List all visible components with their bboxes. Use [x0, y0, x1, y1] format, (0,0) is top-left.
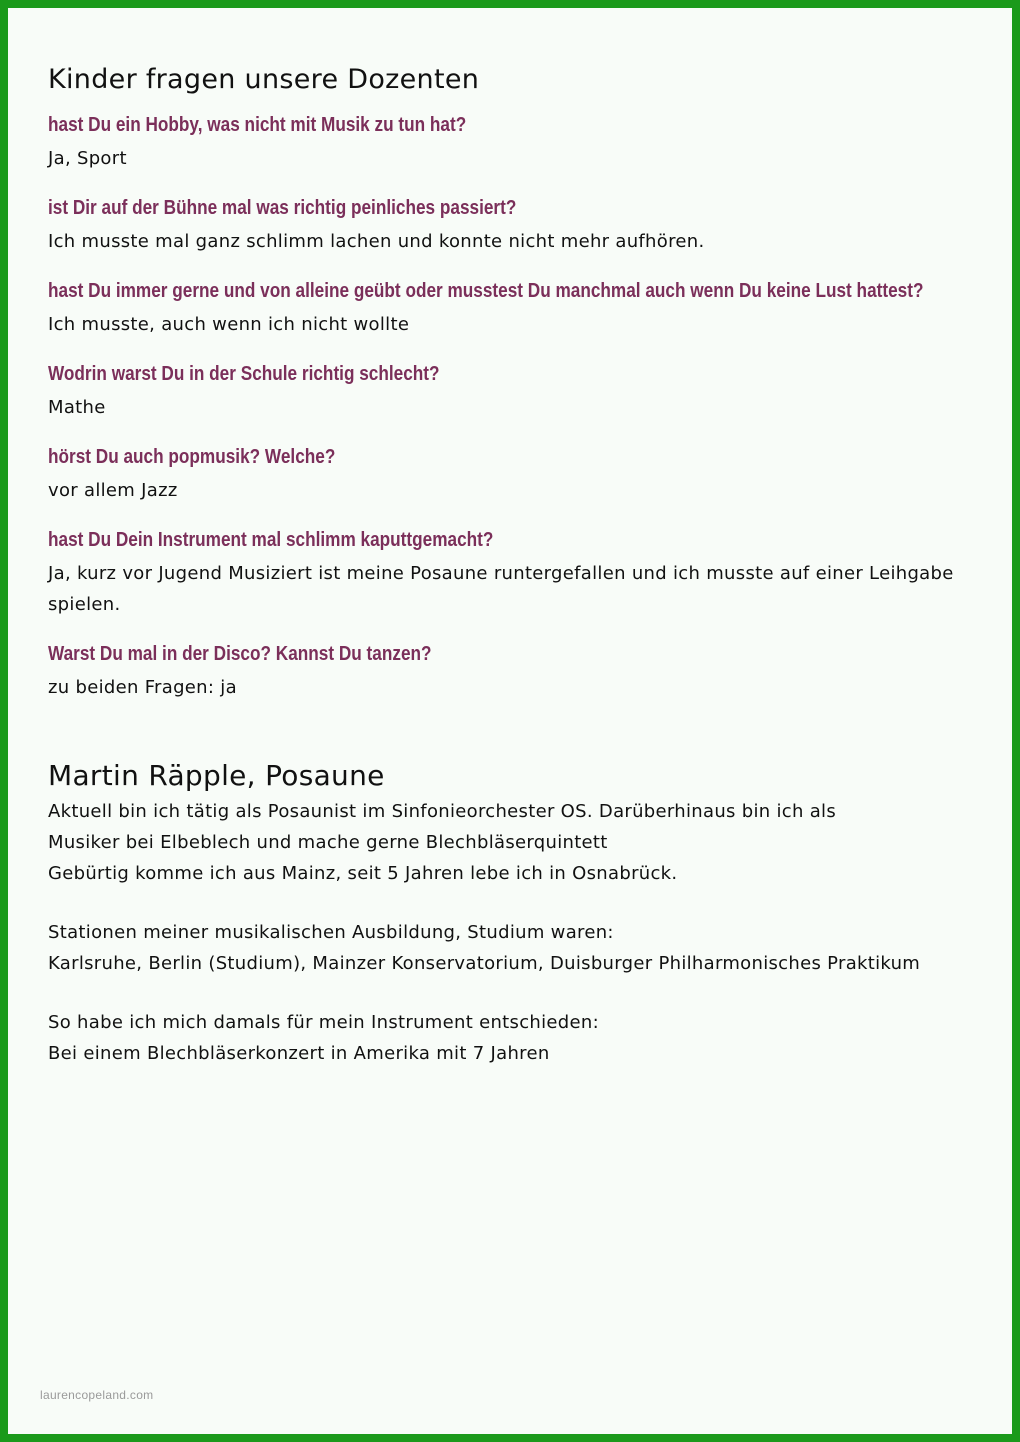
qa-item [48, 362, 978, 423]
paragraph-gap [48, 889, 978, 917]
qa-item [48, 445, 978, 506]
question-text: hast Du ein Hobby, was nicht mit Musik zu tun hat? [48, 114, 467, 136]
profile-line: Bei einem Blechbläserkonzert in Amerika mit 7 Jahren [48, 1043, 550, 1064]
question-text: ist Dir auf der Bühne mal was richtig peinliches passiert? [48, 197, 517, 219]
profile-line: Gebürtig komme ich aus Mainz, seit 5 Jahren lebe ich in Osnabrück. [48, 863, 678, 884]
page-title: Kinder fragen unsere Dozenten [48, 64, 480, 95]
answer-text: vor allem Jazz [48, 480, 178, 501]
answer-text: Ja, kurz vor Jugend Musiziert ist meine Posaune runtergefallen und ich musste auf einer Leihgabe spielen. [48, 563, 954, 615]
qa-item [48, 113, 978, 174]
profile-line: Karlsruhe, Berlin (Studium), Mainzer Konservatorium, Duisburger Philharmonisches Praktikum [48, 953, 921, 974]
profile-line: Aktuell bin ich tätig als Posaunist im Sinfonieorchester OS. Darüberhinaus bin ich als [48, 801, 837, 822]
question-text: hast Du immer gerne und von alleine geübt oder musstest Du manchmal auch wenn Du keine Lust hattest? [48, 280, 924, 302]
profile-heading: Martin Räpple, Posaune [48, 759, 385, 792]
document-content [48, 64, 978, 1069]
paragraph-gap [48, 979, 978, 1007]
qa-item [48, 279, 978, 340]
profile-line: Stationen meiner musikalischen Ausbildung, Studium waren: [48, 922, 614, 943]
profile-line: So habe ich mich damals für mein Instrument entschieden: [48, 1012, 599, 1033]
answer-text: Ich musste mal ganz schlimm lachen und konnte nicht mehr aufhören. [48, 231, 705, 252]
answer-text: zu beiden Fragen: ja [48, 677, 237, 698]
question-text: hörst Du auch popmusik? Welche? [48, 446, 336, 468]
question-text: hast Du Dein Instrument mal schlimm kaputtgemacht? [48, 529, 494, 551]
question-text: Wodrin warst Du in der Schule richtig schlecht? [48, 363, 440, 385]
question-text: Warst Du mal in der Disco? Kannst Du tanzen? [48, 643, 432, 665]
answer-text: Mathe [48, 397, 106, 418]
qa-item [48, 528, 978, 620]
answer-text: Ja, Sport [48, 148, 127, 169]
watermark-text: laurencopeland.com [40, 1388, 154, 1402]
profile-line: Musiker bei Elbeblech und mache gerne Blechbläserquintett [48, 832, 608, 853]
answer-text: Ich musste, auch wenn ich nicht wollte [48, 314, 410, 335]
qa-item [48, 196, 978, 257]
qa-item [48, 642, 978, 703]
